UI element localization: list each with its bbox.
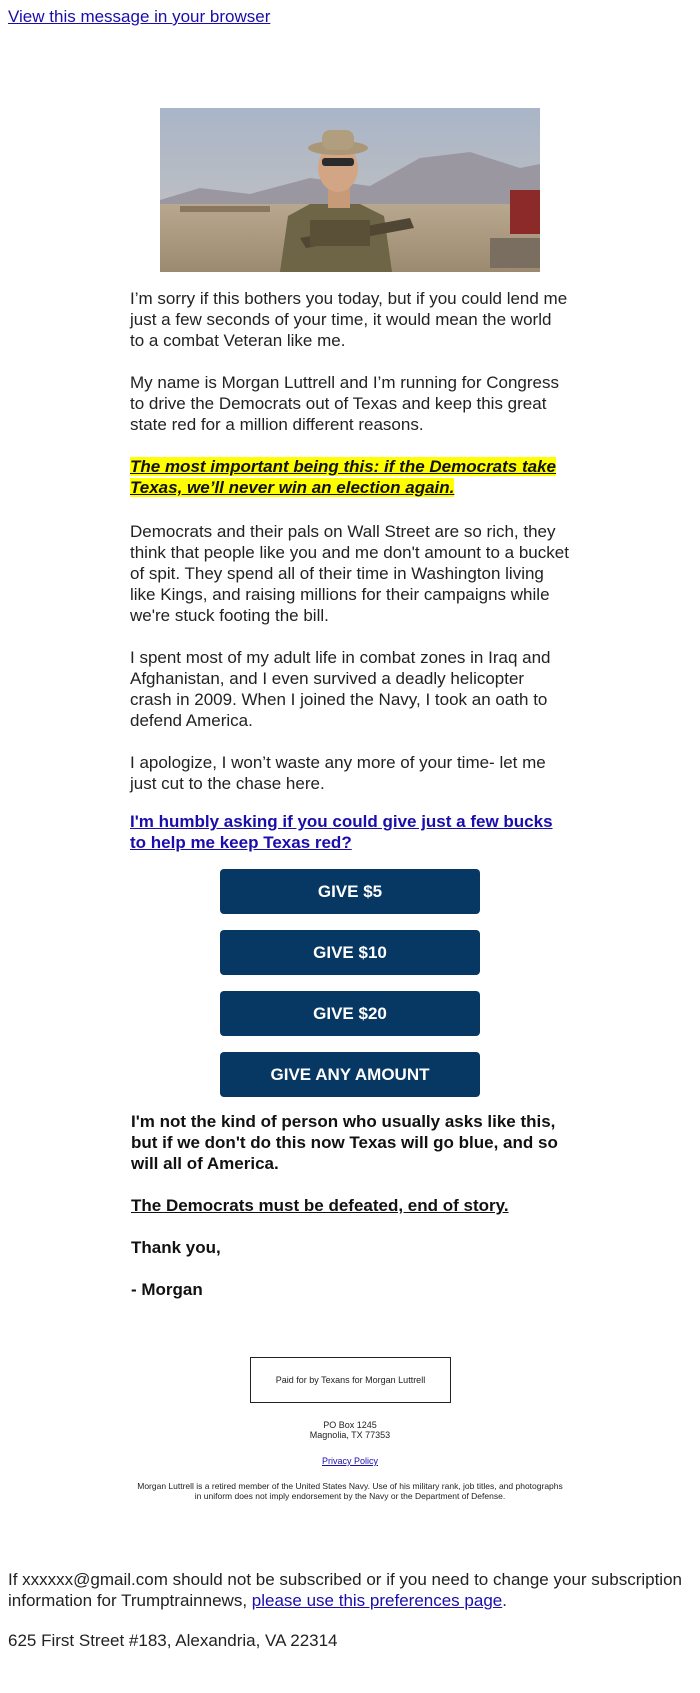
view-in-browser-link[interactable]: View this message in your browser [8,7,271,26]
hero-photo [160,108,540,272]
message-body [130,288,570,1321]
highlighted-statement: The most important being this: if the Democrats take Texas, we’ll never win an election again. [130,457,557,497]
unsubscribe-period: . [502,1591,507,1610]
intro-paragraph: I’m sorry if this bothers you today, but if you could lend me just a few seconds of your time, it would mean the world to a combat Veteran like me. [130,289,568,350]
closing-paragraph: I'm not the kind of person who usually asks like this, but if we don't do this now Texas will go blue, and so will all of America. [131,1112,558,1173]
democrats-defeated-statement: The Democrats must be defeated, end of story. [131,1196,509,1215]
unsubscribe-text: If xxxxxx@gmail.com should not be subscribed or if you need to change your subscription information for Trumptrainnews, [8,1570,682,1610]
city-line: Magnolia, TX 77353 [309,1430,391,1440]
service-paragraph: I spent most of my adult life in combat zones in Iraq and Afghanistan, and I even survived a deadly helicopter crash in 2009. When I joined the Navy, I took an oath to defend America. [130,648,551,730]
preferences-page-link[interactable]: please use this preferences page [251,1591,503,1610]
apology-paragraph: I apologize, I won’t waste any more of your time- let me just cut to the chase here. [130,753,546,793]
military-disclaimer: Morgan Luttrell is a retired member of the United States Navy. Use of his military rank, job titles, and photographs in uniform does not imply endorsement by the Navy or the Department of Defense. [137,1481,563,1501]
donation-ask-link[interactable]: I'm humbly asking if you could give just a few bucks to help me keep Texas red? [130,812,553,852]
give-20-button[interactable]: GIVE $20 [220,991,480,1036]
paid-for-by-box: Paid for by Texans for Morgan Luttrell [250,1357,451,1403]
mailing-address: 625 First Street #183, Alexandria, VA 22314 [8,1631,338,1650]
campaign-address [200,1420,500,1440]
give-5-button[interactable]: GIVE $5 [220,869,480,914]
give-any-amount-button[interactable]: GIVE ANY AMOUNT [220,1052,480,1097]
democrats-paragraph: Democrats and their pals on Wall Street are so rich, they think that people like you and me don't amount to a bucket of spit. They spend all of their time in Washington living like Kings, and raising millions for their campaigns while we're stuck footing the bill. [130,522,569,625]
soldier-photo-illustration [160,108,540,272]
thank-you-text: Thank you, [131,1238,221,1257]
give-10-button[interactable]: GIVE $10 [220,930,480,975]
privacy-policy-link[interactable]: Privacy Policy [321,1456,378,1466]
po-box: PO Box 1245 [323,1420,377,1430]
name-paragraph: My name is Morgan Luttrell and I’m running for Congress to drive the Democrats out of Texas and keep this great state red for a million different reasons. [130,373,559,434]
signature: - Morgan [131,1280,203,1299]
unsubscribe-notice [8,1569,688,1611]
